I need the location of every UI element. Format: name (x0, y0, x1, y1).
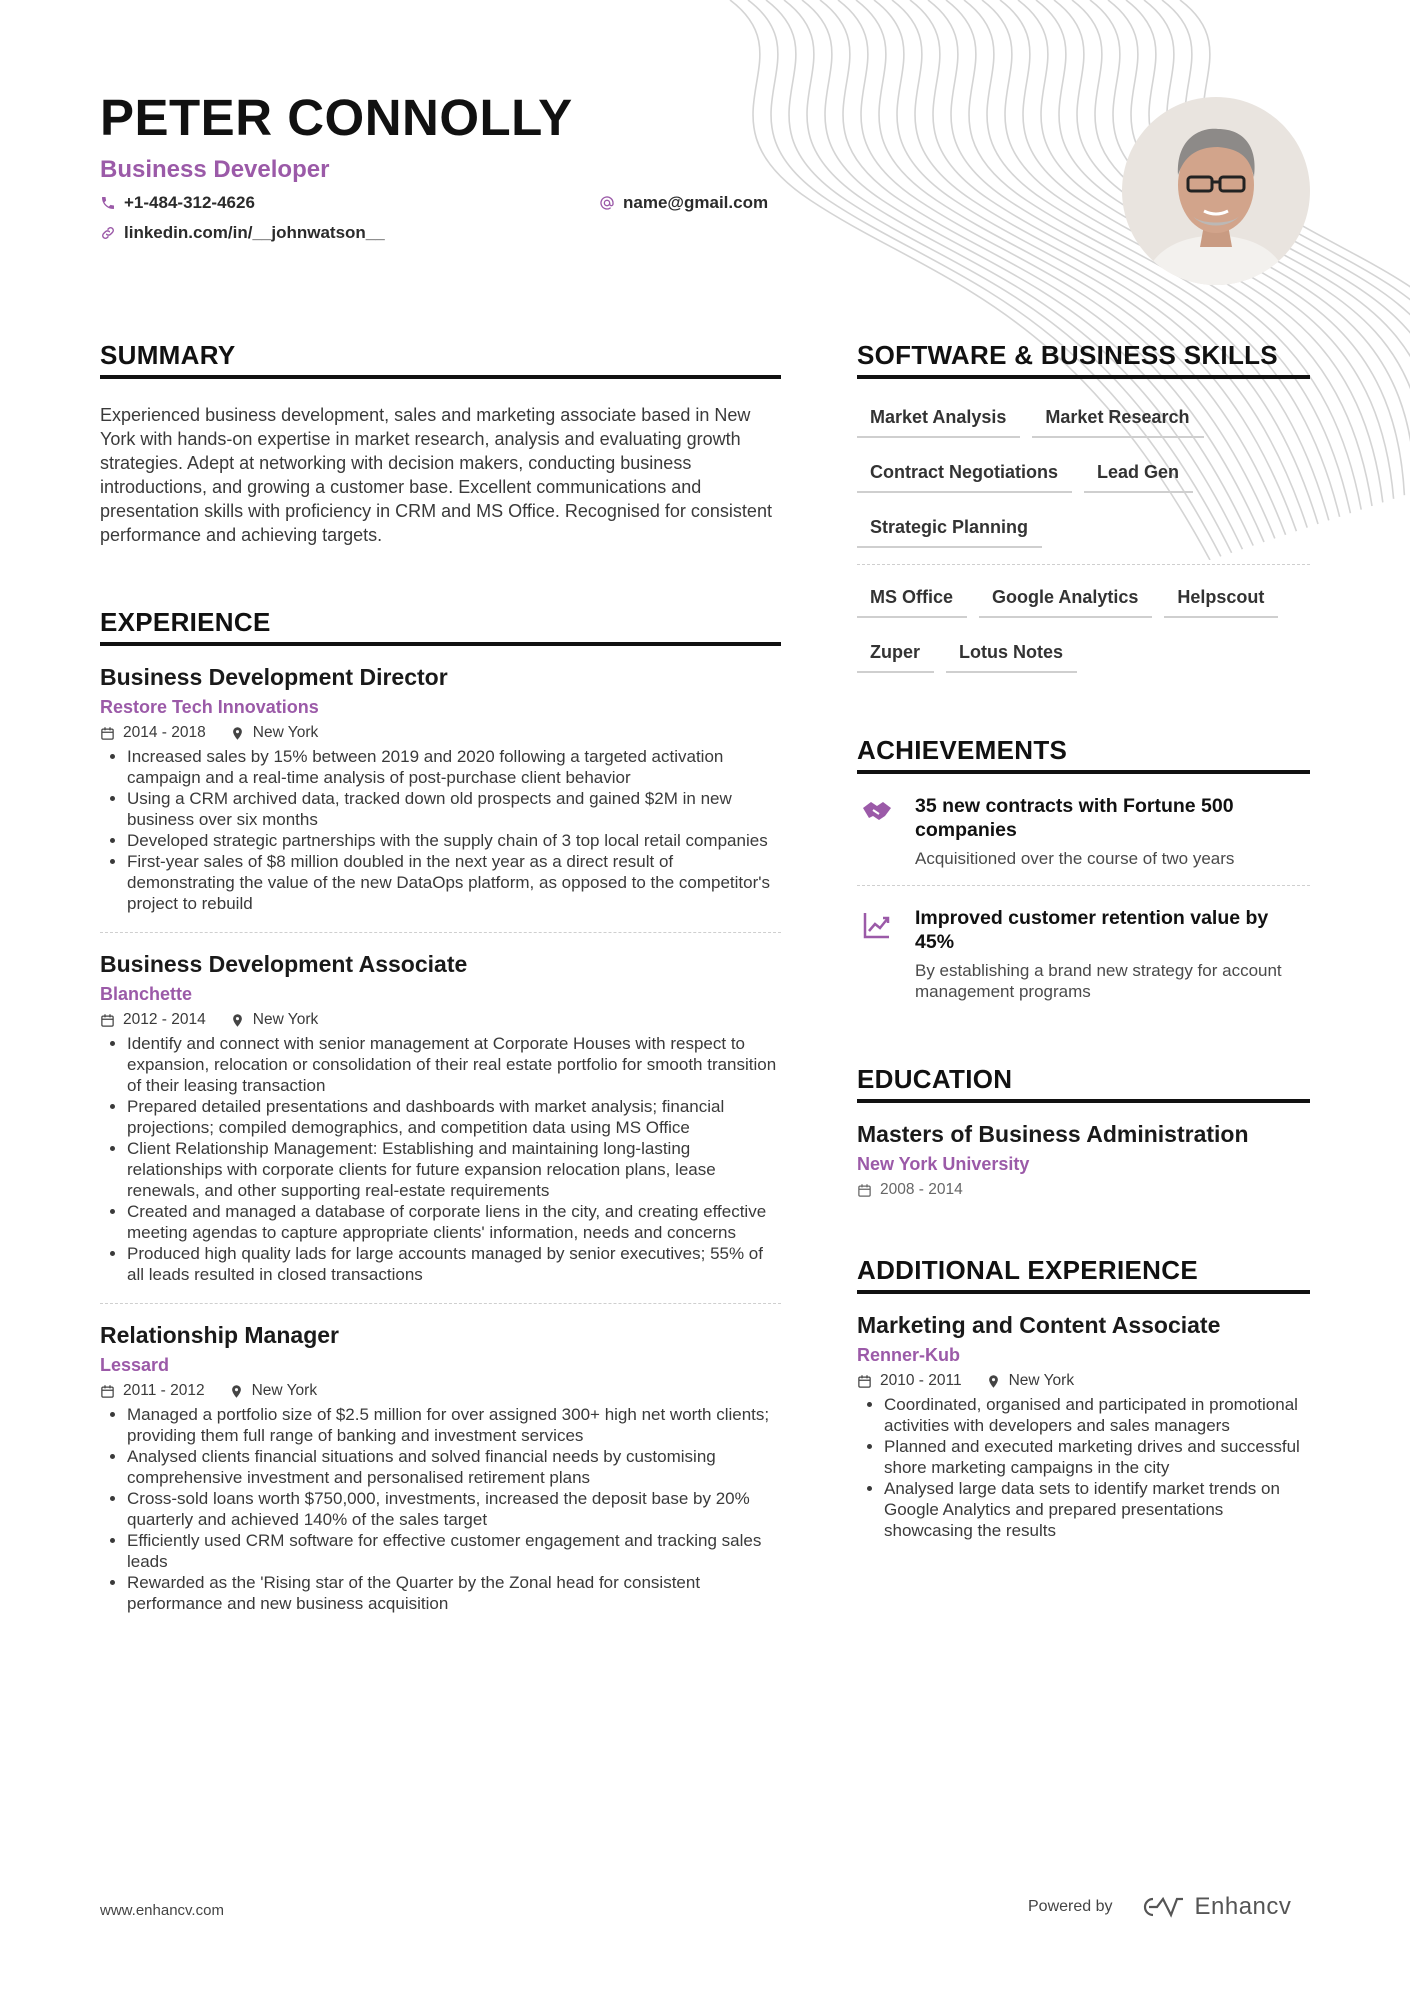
achievement-title: Improved customer retention value by 45% (915, 907, 1269, 953)
footer-website[interactable]: www.enhancv.com (100, 1902, 224, 1919)
bullet-item: • Analysed clients financial situations and solved financial needs by customising comprehensive investment and personalised retirement plans (127, 1446, 781, 1488)
experience-heading: EXPERIENCE (100, 607, 781, 646)
job-title: Business Development Director (100, 664, 448, 690)
job-bullets (100, 1033, 781, 1285)
bullet-item: • First-year sales of $8 million doubled in the next year as a direct result of demonstrating the value of the new DataOps platform, as opposed to the competitor's project to rebuild (127, 851, 781, 914)
enhancv-logo-mark-icon (1139, 1895, 1185, 1919)
summary-heading: SUMMARY (100, 340, 781, 379)
job-dates: 2011 - 2012 (123, 1382, 205, 1399)
bullet-item: • Analysed large data sets to identify market trends on Google Analytics and prepared presentations showcasing the results (884, 1478, 1310, 1541)
degree-title: Masters of Business Administration (857, 1121, 1249, 1147)
location-pin-icon (230, 1013, 245, 1028)
job-bullets (100, 1404, 781, 1614)
education-meta (857, 1181, 1310, 1199)
job-entry (100, 664, 781, 914)
job-location: New York (251, 1382, 318, 1399)
location-pin-icon (986, 1374, 1001, 1389)
phone-icon (100, 195, 116, 211)
skills-group-software (857, 573, 1310, 683)
job-location: New York (1008, 1372, 1075, 1389)
email-contact[interactable] (599, 193, 768, 213)
portrait-illustration (1122, 97, 1310, 285)
brand-name: Enhancv (1194, 1893, 1292, 1920)
job-meta (857, 1372, 1310, 1390)
email-text: name@gmail.com (623, 193, 769, 212)
achievement-item (857, 774, 1310, 879)
achievement-item (857, 886, 1310, 1012)
bullet-item: • Rewarded as the 'Rising star of the Quarter by the Zonal head for consistent performance and new business acquisition (127, 1572, 781, 1614)
location-pin-icon (229, 1384, 244, 1399)
calendar-icon (100, 1013, 115, 1028)
phone-text: +1-484-312-4626 (124, 193, 255, 212)
footer-brand (1028, 1893, 1291, 1921)
right-column (857, 340, 1310, 1541)
job-meta (100, 724, 781, 742)
bullet-item: • Created and managed a database of corporate liens in the city, and creating effective meeting agendas to capture appropriate clients' information, needs and concerns (127, 1201, 781, 1243)
bullet-item: • Prepared detailed presentations and dashboards with market analysis; financial projections; compiled demographics, and competition data using MS Office (127, 1096, 781, 1138)
bullet-item: • Client Relationship Management: Establishing and maintaining long-lasting relationships with corporate clients for future expansion relocation plans, lease renewals, and other supporting real-estate requirements (127, 1138, 781, 1201)
calendar-icon (100, 726, 115, 741)
education-entry (857, 1121, 1310, 1199)
skills-group-business (857, 393, 1310, 558)
calendar-icon (857, 1183, 872, 1198)
school-name: New York University (857, 1154, 1030, 1174)
job-bullets (857, 1394, 1310, 1541)
powered-by-label: Powered by (1028, 1898, 1113, 1915)
bullet-item: • Developed strategic partnerships with the supply chain of 3 top local retail companies (127, 830, 781, 851)
calendar-icon (100, 1384, 115, 1399)
job-title: Marketing and Content Associate (857, 1312, 1221, 1338)
job-dates: 2014 - 2018 (123, 724, 206, 741)
company-name: Renner-Kub (857, 1345, 960, 1365)
skill-tag: Zuper (857, 628, 934, 673)
location-pin-icon (230, 726, 245, 741)
skill-tag: Strategic Planning (857, 503, 1042, 548)
bullet-item: • Using a CRM archived data, tracked down old prospects and gained $2M in new business over six months (127, 788, 781, 830)
bullet-item: • Increased sales by 15% between 2019 and 2020 following a targeted activation campaign and a real-time analysis of post-purchase client behavior (127, 746, 781, 788)
education-dates: 2008 - 2014 (880, 1181, 963, 1198)
job-location: New York (252, 1011, 319, 1028)
job-title: Relationship Manager (100, 1322, 339, 1348)
linkedin-contact[interactable] (100, 223, 385, 243)
skill-tag: Lotus Notes (946, 628, 1077, 673)
skill-tag: Helpscout (1164, 573, 1278, 618)
link-icon (100, 225, 116, 241)
education-heading: EDUCATION (857, 1064, 1310, 1103)
additional-heading: ADDITIONAL EXPERIENCE (857, 1255, 1310, 1294)
linkedin-text: linkedin.com/in/__johnwatson__ (124, 223, 385, 242)
divider (100, 1303, 781, 1304)
chart-line-icon (862, 910, 892, 940)
achievements-heading: ACHIEVEMENTS (857, 735, 1310, 774)
bullet-item: • Planned and executed marketing drives and successful shore marketing campaigns in the city (884, 1436, 1310, 1478)
job-entry (100, 1322, 781, 1614)
handshake-icon (861, 798, 893, 826)
skills-heading: SOFTWARE & BUSINESS SKILLS (857, 340, 1310, 379)
skill-tag: Market Research (1032, 393, 1203, 438)
divider (100, 932, 781, 933)
company-name: Blanchette (100, 984, 193, 1004)
avatar (1122, 97, 1310, 285)
calendar-icon (857, 1374, 872, 1389)
skill-tag: Lead Gen (1084, 448, 1193, 493)
enhancv-logo[interactable] (1139, 1893, 1292, 1921)
bullet-item: • Coordinated, organised and participated in promotional activities with developers and sales managers (884, 1394, 1310, 1436)
company-name: Lessard (100, 1355, 170, 1375)
achievement-title: 35 new contracts with Fortune 500 companies (915, 795, 1234, 841)
achievement-desc: Acquisitioned over the course of two years (915, 849, 1235, 868)
job-meta (100, 1382, 781, 1400)
job-bullets (100, 746, 781, 914)
job-dates: 2010 - 2011 (880, 1372, 962, 1389)
skill-tag: Google Analytics (979, 573, 1152, 618)
candidate-role: Business Developer (100, 156, 330, 183)
candidate-name: PETER CONNOLLY (100, 89, 573, 146)
company-name: Restore Tech Innovations (100, 697, 319, 717)
job-dates: 2012 - 2014 (123, 1011, 206, 1028)
job-entry (100, 951, 781, 1285)
divider (857, 564, 1310, 565)
bullet-item: • Managed a portfolio size of $2.5 million for over assigned 300+ high net worth clients; providing them full range of banking and investment services (127, 1404, 781, 1446)
achievement-desc: By establishing a brand new strategy for account management programs (915, 961, 1282, 1001)
bullet-item: • Produced high quality lads for large accounts managed by senior executives; 55% of all leads resulted in closed transactions (127, 1243, 781, 1285)
job-meta (100, 1011, 781, 1029)
bullet-item: • Efficiently used CRM software for effective customer engagement and tracking sales leads (127, 1530, 781, 1572)
phone-contact[interactable] (100, 193, 255, 213)
summary-text: Experienced business development, sales and marketing associate based in New York with hands-on expertise in market research, analysis and evaluating growth strategies. Adept at networking with decision makers, conducting business introductions, and growing a customer base. Excellent communications and presentation skills with proficiency in CRM and MS Office. Recognised for consistent performance and achieving targets. (100, 405, 772, 545)
at-icon (599, 195, 615, 211)
job-title: Business Development Associate (100, 951, 468, 977)
job-location: New York (252, 724, 319, 741)
bullet-item: • Identify and connect with senior management at Corporate Houses with respect to expansion, relocation or consolidation of their real estate portfolio for smooth transition of their leasing transaction (127, 1033, 781, 1096)
skill-tag: Contract Negotiations (857, 448, 1072, 493)
skill-tag: MS Office (857, 573, 967, 618)
left-column (100, 340, 781, 1614)
skill-tag: Market Analysis (857, 393, 1020, 438)
bullet-item: • Cross-sold loans worth $750,000, investments, increased the deposit base by 20% quarterly and achieved 140% of the sales target (127, 1488, 781, 1530)
job-entry (857, 1312, 1310, 1541)
